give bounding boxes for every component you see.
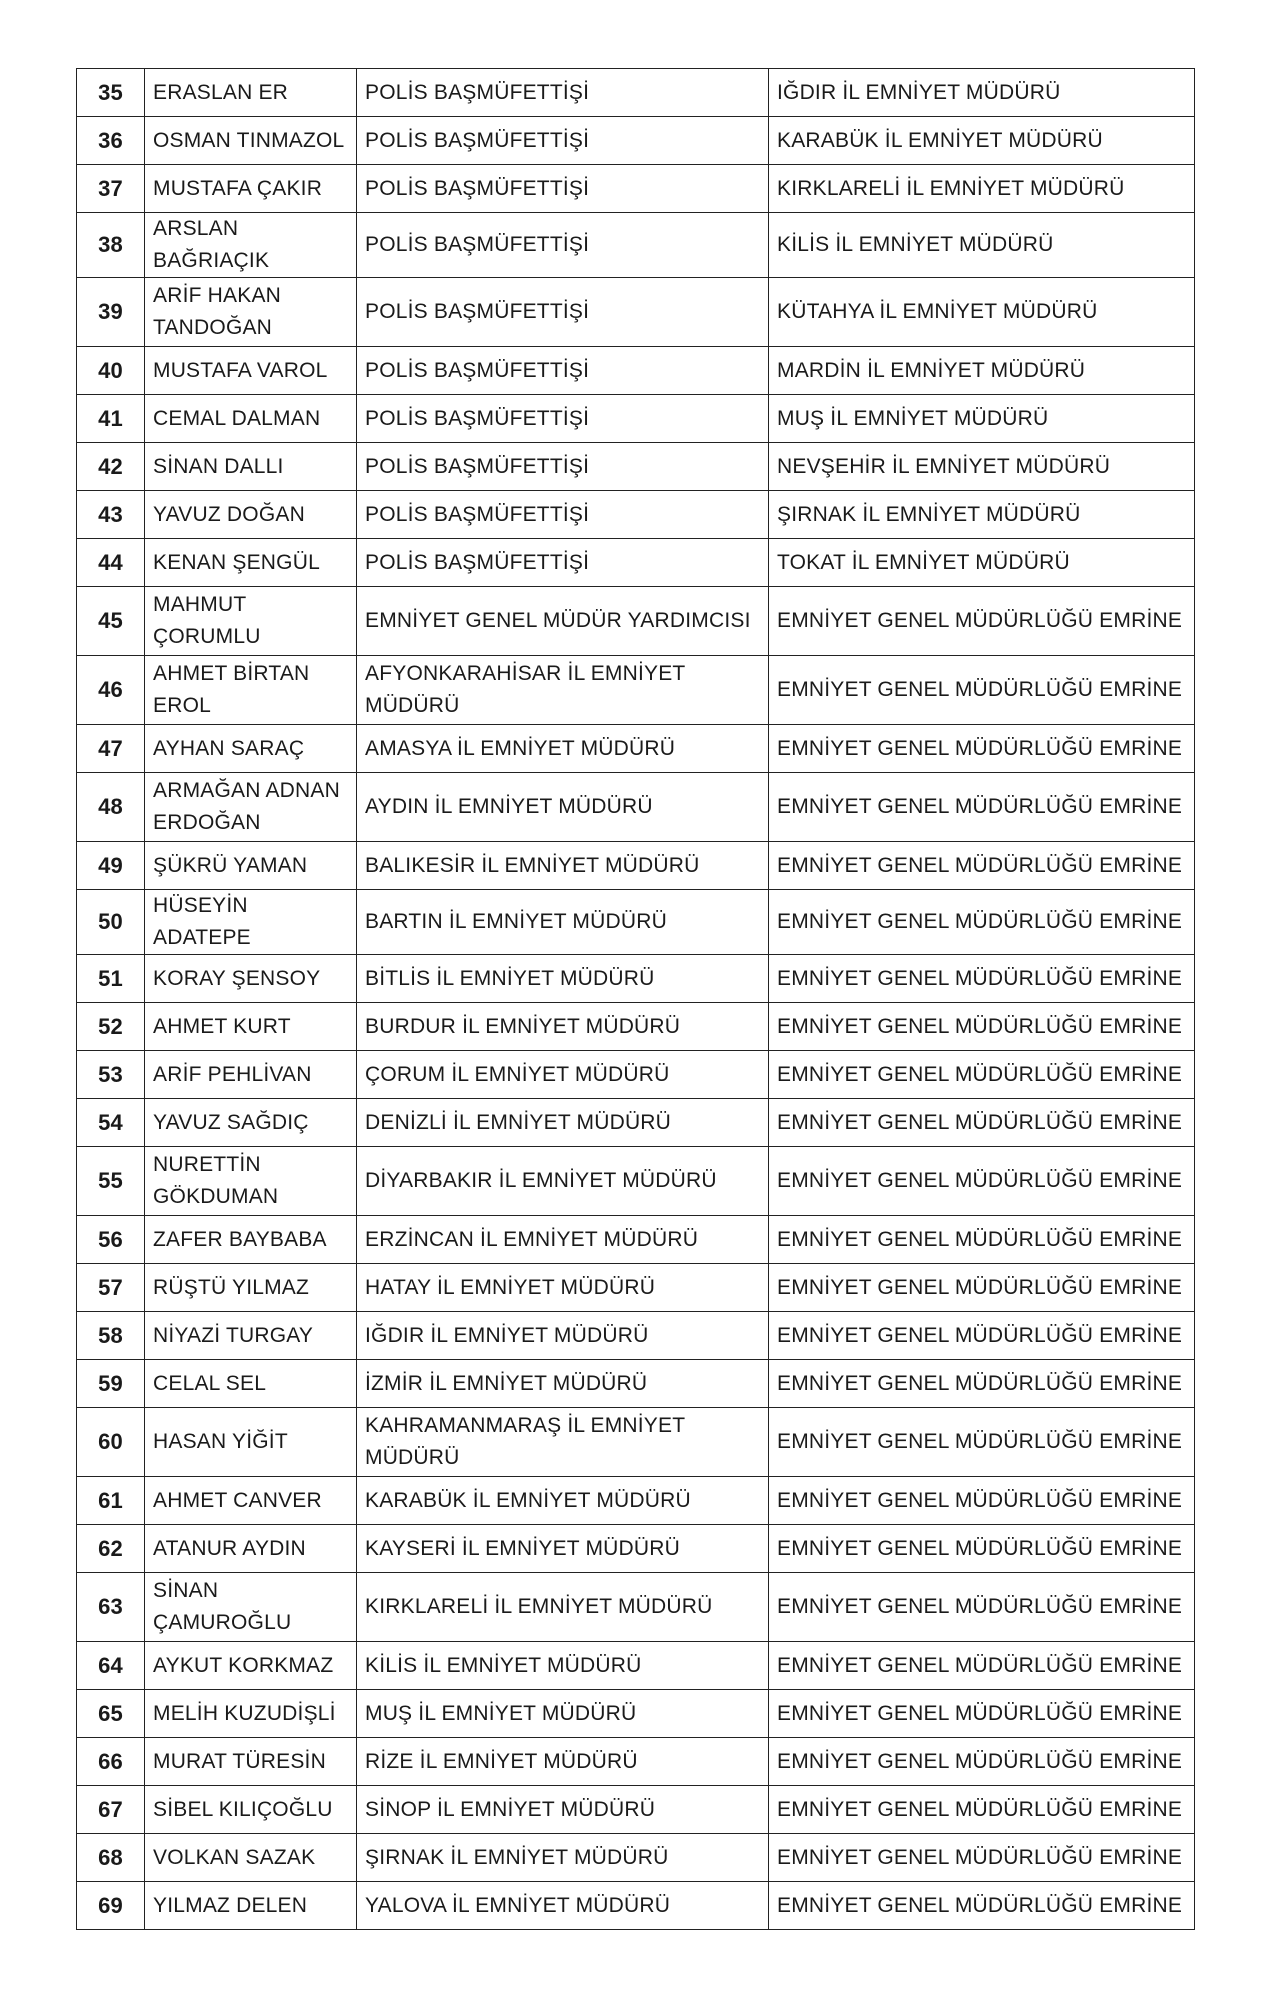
- assignments-table: [76, 68, 1195, 1930]
- row-number: 41: [77, 395, 145, 443]
- row-number: 69: [77, 1882, 145, 1930]
- current-title: POLİS BAŞMÜFETTİŞİ: [357, 347, 769, 395]
- new-assignment: EMNİYET GENEL MÜDÜRLÜĞÜ EMRİNE: [769, 1786, 1195, 1834]
- current-title: RİZE İL EMNİYET MÜDÜRÜ: [357, 1738, 769, 1786]
- new-assignment: KÜTAHYA İL EMNİYET MÜDÜRÜ: [769, 278, 1195, 347]
- person-name: MUSTAFA ÇAKIR: [145, 165, 357, 213]
- row-number: 45: [77, 587, 145, 656]
- person-name: AHMET CANVER: [145, 1477, 357, 1525]
- table-row: [77, 1360, 1195, 1408]
- person-name: ATANUR AYDIN: [145, 1525, 357, 1573]
- current-title: ŞIRNAK İL EMNİYET MÜDÜRÜ: [357, 1834, 769, 1882]
- person-name: AHMET BİRTAN EROL: [145, 656, 357, 725]
- table-row: [77, 1525, 1195, 1573]
- current-title: IĞDIR İL EMNİYET MÜDÜRÜ: [357, 1312, 769, 1360]
- new-assignment: EMNİYET GENEL MÜDÜRLÜĞÜ EMRİNE: [769, 1882, 1195, 1930]
- row-number: 67: [77, 1786, 145, 1834]
- document-page: [76, 68, 1194, 1930]
- table-row: [77, 395, 1195, 443]
- table-row: [77, 656, 1195, 725]
- current-title: YALOVA İL EMNİYET MÜDÜRÜ: [357, 1882, 769, 1930]
- table-row: [77, 1738, 1195, 1786]
- table-row: [77, 842, 1195, 890]
- row-number: 48: [77, 773, 145, 842]
- new-assignment: EMNİYET GENEL MÜDÜRLÜĞÜ EMRİNE: [769, 955, 1195, 1003]
- table-row: [77, 1642, 1195, 1690]
- current-title: HATAY İL EMNİYET MÜDÜRÜ: [357, 1264, 769, 1312]
- person-name: ŞÜKRÜ YAMAN: [145, 842, 357, 890]
- new-assignment: EMNİYET GENEL MÜDÜRLÜĞÜ EMRİNE: [769, 1216, 1195, 1264]
- current-title: POLİS BAŞMÜFETTİŞİ: [357, 539, 769, 587]
- current-title: AFYONKARAHİSAR İL EMNİYET MÜDÜRÜ: [357, 656, 769, 725]
- table-row: [77, 69, 1195, 117]
- table-row: [77, 165, 1195, 213]
- person-name: AHMET KURT: [145, 1003, 357, 1051]
- row-number: 60: [77, 1408, 145, 1477]
- person-name: SİBEL KILIÇOĞLU: [145, 1786, 357, 1834]
- row-number: 40: [77, 347, 145, 395]
- row-number: 63: [77, 1573, 145, 1642]
- current-title: POLİS BAŞMÜFETTİŞİ: [357, 443, 769, 491]
- current-title: BALIKESİR İL EMNİYET MÜDÜRÜ: [357, 842, 769, 890]
- person-name: RÜŞTÜ YILMAZ: [145, 1264, 357, 1312]
- new-assignment: EMNİYET GENEL MÜDÜRLÜĞÜ EMRİNE: [769, 1408, 1195, 1477]
- row-number: 38: [77, 213, 145, 278]
- person-name: NURETTİN GÖKDUMAN: [145, 1147, 357, 1216]
- table-row: [77, 1147, 1195, 1216]
- new-assignment: IĞDIR İL EMNİYET MÜDÜRÜ: [769, 69, 1195, 117]
- table-row: [77, 1003, 1195, 1051]
- person-name: MURAT TÜRESİN: [145, 1738, 357, 1786]
- new-assignment: EMNİYET GENEL MÜDÜRLÜĞÜ EMRİNE: [769, 1360, 1195, 1408]
- current-title: BURDUR İL EMNİYET MÜDÜRÜ: [357, 1003, 769, 1051]
- table-row: [77, 278, 1195, 347]
- current-title: KIRKLARELİ İL EMNİYET MÜDÜRÜ: [357, 1573, 769, 1642]
- row-number: 53: [77, 1051, 145, 1099]
- row-number: 56: [77, 1216, 145, 1264]
- new-assignment: NEVŞEHİR İL EMNİYET MÜDÜRÜ: [769, 443, 1195, 491]
- row-number: 37: [77, 165, 145, 213]
- person-name: KENAN ŞENGÜL: [145, 539, 357, 587]
- table-row: [77, 725, 1195, 773]
- person-name: YAVUZ SAĞDIÇ: [145, 1099, 357, 1147]
- table-row: [77, 1408, 1195, 1477]
- table-row: [77, 1882, 1195, 1930]
- table-row: [77, 213, 1195, 278]
- table-row: [77, 443, 1195, 491]
- table-row: [77, 955, 1195, 1003]
- new-assignment: KİLİS İL EMNİYET MÜDÜRÜ: [769, 213, 1195, 278]
- row-number: 61: [77, 1477, 145, 1525]
- current-title: POLİS BAŞMÜFETTİŞİ: [357, 69, 769, 117]
- person-name: ARİF HAKAN TANDOĞAN: [145, 278, 357, 347]
- person-name: YAVUZ DOĞAN: [145, 491, 357, 539]
- current-title: SİNOP İL EMNİYET MÜDÜRÜ: [357, 1786, 769, 1834]
- new-assignment: EMNİYET GENEL MÜDÜRLÜĞÜ EMRİNE: [769, 773, 1195, 842]
- row-number: 44: [77, 539, 145, 587]
- table-row: [77, 1477, 1195, 1525]
- person-name: SİNAN ÇAMUROĞLU: [145, 1573, 357, 1642]
- current-title: POLİS BAŞMÜFETTİŞİ: [357, 213, 769, 278]
- table-row: [77, 1312, 1195, 1360]
- table-row: [77, 1573, 1195, 1642]
- person-name: KORAY ŞENSOY: [145, 955, 357, 1003]
- person-name: OSMAN TINMAZOL: [145, 117, 357, 165]
- new-assignment: EMNİYET GENEL MÜDÜRLÜĞÜ EMRİNE: [769, 1264, 1195, 1312]
- person-name: MAHMUT ÇORUMLU: [145, 587, 357, 656]
- current-title: BİTLİS İL EMNİYET MÜDÜRÜ: [357, 955, 769, 1003]
- current-title: ERZİNCAN İL EMNİYET MÜDÜRÜ: [357, 1216, 769, 1264]
- current-title: KAYSERİ İL EMNİYET MÜDÜRÜ: [357, 1525, 769, 1573]
- current-title: DİYARBAKIR İL EMNİYET MÜDÜRÜ: [357, 1147, 769, 1216]
- row-number: 62: [77, 1525, 145, 1573]
- person-name: NİYAZİ TURGAY: [145, 1312, 357, 1360]
- current-title: KAHRAMANMARAŞ İL EMNİYET MÜDÜRÜ: [357, 1408, 769, 1477]
- row-number: 55: [77, 1147, 145, 1216]
- person-name: VOLKAN SAZAK: [145, 1834, 357, 1882]
- current-title: EMNİYET GENEL MÜDÜR YARDIMCISI: [357, 587, 769, 656]
- current-title: MUŞ İL EMNİYET MÜDÜRÜ: [357, 1690, 769, 1738]
- current-title: KİLİS İL EMNİYET MÜDÜRÜ: [357, 1642, 769, 1690]
- new-assignment: EMNİYET GENEL MÜDÜRLÜĞÜ EMRİNE: [769, 587, 1195, 656]
- new-assignment: EMNİYET GENEL MÜDÜRLÜĞÜ EMRİNE: [769, 1738, 1195, 1786]
- current-title: POLİS BAŞMÜFETTİŞİ: [357, 491, 769, 539]
- current-title: KARABÜK İL EMNİYET MÜDÜRÜ: [357, 1477, 769, 1525]
- person-name: HÜSEYİN ADATEPE: [145, 890, 357, 955]
- new-assignment: KIRKLARELİ İL EMNİYET MÜDÜRÜ: [769, 165, 1195, 213]
- row-number: 58: [77, 1312, 145, 1360]
- person-name: ARİF PEHLİVAN: [145, 1051, 357, 1099]
- table-row: [77, 1264, 1195, 1312]
- row-number: 66: [77, 1738, 145, 1786]
- new-assignment: KARABÜK İL EMNİYET MÜDÜRÜ: [769, 117, 1195, 165]
- table-row: [77, 539, 1195, 587]
- current-title: POLİS BAŞMÜFETTİŞİ: [357, 165, 769, 213]
- current-title: DENİZLİ İL EMNİYET MÜDÜRÜ: [357, 1099, 769, 1147]
- row-number: 39: [77, 278, 145, 347]
- current-title: POLİS BAŞMÜFETTİŞİ: [357, 117, 769, 165]
- row-number: 59: [77, 1360, 145, 1408]
- person-name: AYHAN SARAÇ: [145, 725, 357, 773]
- current-title: AYDIN İL EMNİYET MÜDÜRÜ: [357, 773, 769, 842]
- table-row: [77, 1099, 1195, 1147]
- person-name: MUSTAFA VAROL: [145, 347, 357, 395]
- person-name: CEMAL DALMAN: [145, 395, 357, 443]
- row-number: 42: [77, 443, 145, 491]
- row-number: 47: [77, 725, 145, 773]
- person-name: ERASLAN ER: [145, 69, 357, 117]
- row-number: 43: [77, 491, 145, 539]
- row-number: 50: [77, 890, 145, 955]
- row-number: 65: [77, 1690, 145, 1738]
- assignments-table-body: [77, 69, 1195, 1930]
- row-number: 51: [77, 955, 145, 1003]
- new-assignment: EMNİYET GENEL MÜDÜRLÜĞÜ EMRİNE: [769, 1642, 1195, 1690]
- person-name: HASAN YİĞİT: [145, 1408, 357, 1477]
- current-title: AMASYA İL EMNİYET MÜDÜRÜ: [357, 725, 769, 773]
- table-row: [77, 1690, 1195, 1738]
- table-row: [77, 773, 1195, 842]
- new-assignment: EMNİYET GENEL MÜDÜRLÜĞÜ EMRİNE: [769, 1051, 1195, 1099]
- new-assignment: EMNİYET GENEL MÜDÜRLÜĞÜ EMRİNE: [769, 1690, 1195, 1738]
- person-name: ZAFER BAYBABA: [145, 1216, 357, 1264]
- new-assignment: EMNİYET GENEL MÜDÜRLÜĞÜ EMRİNE: [769, 890, 1195, 955]
- person-name: AYKUT KORKMAZ: [145, 1642, 357, 1690]
- table-row: [77, 347, 1195, 395]
- row-number: 68: [77, 1834, 145, 1882]
- new-assignment: EMNİYET GENEL MÜDÜRLÜĞÜ EMRİNE: [769, 1525, 1195, 1573]
- new-assignment: EMNİYET GENEL MÜDÜRLÜĞÜ EMRİNE: [769, 656, 1195, 725]
- person-name: CELAL SEL: [145, 1360, 357, 1408]
- new-assignment: ŞIRNAK İL EMNİYET MÜDÜRÜ: [769, 491, 1195, 539]
- row-number: 64: [77, 1642, 145, 1690]
- table-row: [77, 491, 1195, 539]
- row-number: 36: [77, 117, 145, 165]
- person-name: SİNAN DALLI: [145, 443, 357, 491]
- new-assignment: EMNİYET GENEL MÜDÜRLÜĞÜ EMRİNE: [769, 1312, 1195, 1360]
- new-assignment: EMNİYET GENEL MÜDÜRLÜĞÜ EMRİNE: [769, 1477, 1195, 1525]
- current-title: BARTIN İL EMNİYET MÜDÜRÜ: [357, 890, 769, 955]
- table-row: [77, 587, 1195, 656]
- new-assignment: MUŞ İL EMNİYET MÜDÜRÜ: [769, 395, 1195, 443]
- new-assignment: TOKAT İL EMNİYET MÜDÜRÜ: [769, 539, 1195, 587]
- table-row: [77, 1786, 1195, 1834]
- new-assignment: EMNİYET GENEL MÜDÜRLÜĞÜ EMRİNE: [769, 1099, 1195, 1147]
- current-title: POLİS BAŞMÜFETTİŞİ: [357, 395, 769, 443]
- new-assignment: EMNİYET GENEL MÜDÜRLÜĞÜ EMRİNE: [769, 1003, 1195, 1051]
- table-row: [77, 1834, 1195, 1882]
- current-title: POLİS BAŞMÜFETTİŞİ: [357, 278, 769, 347]
- new-assignment: EMNİYET GENEL MÜDÜRLÜĞÜ EMRİNE: [769, 725, 1195, 773]
- row-number: 52: [77, 1003, 145, 1051]
- row-number: 57: [77, 1264, 145, 1312]
- table-row: [77, 890, 1195, 955]
- row-number: 49: [77, 842, 145, 890]
- person-name: ARMAĞAN ADNAN ERDOĞAN: [145, 773, 357, 842]
- table-row: [77, 1216, 1195, 1264]
- table-row: [77, 117, 1195, 165]
- person-name: YILMAZ DELEN: [145, 1882, 357, 1930]
- person-name: MELİH KUZUDİŞLİ: [145, 1690, 357, 1738]
- current-title: İZMİR İL EMNİYET MÜDÜRÜ: [357, 1360, 769, 1408]
- row-number: 46: [77, 656, 145, 725]
- new-assignment: EMNİYET GENEL MÜDÜRLÜĞÜ EMRİNE: [769, 1147, 1195, 1216]
- new-assignment: MARDİN İL EMNİYET MÜDÜRÜ: [769, 347, 1195, 395]
- row-number: 35: [77, 69, 145, 117]
- person-name: ARSLAN BAĞRIAÇIK: [145, 213, 357, 278]
- current-title: ÇORUM İL EMNİYET MÜDÜRÜ: [357, 1051, 769, 1099]
- table-row: [77, 1051, 1195, 1099]
- new-assignment: EMNİYET GENEL MÜDÜRLÜĞÜ EMRİNE: [769, 1573, 1195, 1642]
- new-assignment: EMNİYET GENEL MÜDÜRLÜĞÜ EMRİNE: [769, 1834, 1195, 1882]
- row-number: 54: [77, 1099, 145, 1147]
- new-assignment: EMNİYET GENEL MÜDÜRLÜĞÜ EMRİNE: [769, 842, 1195, 890]
